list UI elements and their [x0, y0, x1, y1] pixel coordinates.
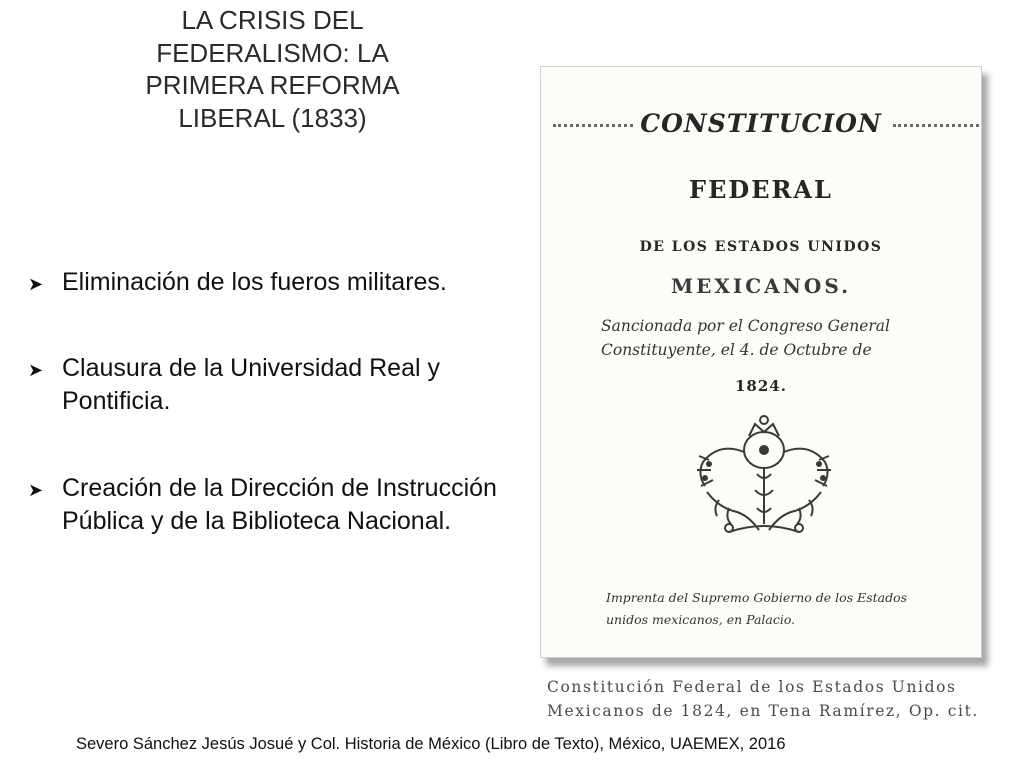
source-citation: Severo Sánchez Jesús Josué y Col. Historia de México (Libro de Texto), México, UAEMEX, 2016 — [76, 735, 786, 753]
document-imprenta-text: Imprenta del Supremo Gobierno de los Estados unidos mexicanos, en Palacio. — [606, 590, 908, 627]
bullet-text: Creación de la Dirección de Instrucción Pública y de la Biblioteca Nacional. — [62, 474, 497, 535]
document-line-mexicanos: MEXICANOS. — [670, 274, 852, 298]
document-sanction-text: Sancionada por el Congreso General Constituyente, el 4. de Octubre de — [601, 317, 890, 359]
document-heading: CONSTITUCION — [640, 109, 882, 138]
slide-title: LA CRISIS DEL FEDERALISMO: LA PRIMERA REFORMA LIBERAL (1833) — [145, 5, 400, 133]
bullet-text: Clausura de la Universidad Real y Pontificia. — [62, 354, 440, 415]
bullet-item — [28, 472, 508, 537]
constitution-document-image — [540, 66, 982, 658]
document-line-estados: DE LOS ESTADOS UNIDOS — [639, 239, 883, 255]
arrow-bullet-icon: ➤ — [28, 360, 44, 380]
image-caption: Constitución Federal de los Estados Unidos Mexicanos de 1824, en Tena Ramírez, Op. cit. — [547, 678, 979, 720]
arrow-bullet-icon: ➤ — [28, 480, 44, 500]
eagle-crest-icon — [689, 412, 839, 542]
arrow-bullet-icon: ➤ — [28, 274, 44, 294]
bullet-item — [28, 266, 508, 301]
bullet-text: Eliminación de los fueros militares. — [62, 268, 447, 296]
document-subheading: FEDERAL — [689, 175, 833, 204]
document-year: 1824. — [735, 377, 787, 395]
bullet-item — [28, 352, 508, 417]
